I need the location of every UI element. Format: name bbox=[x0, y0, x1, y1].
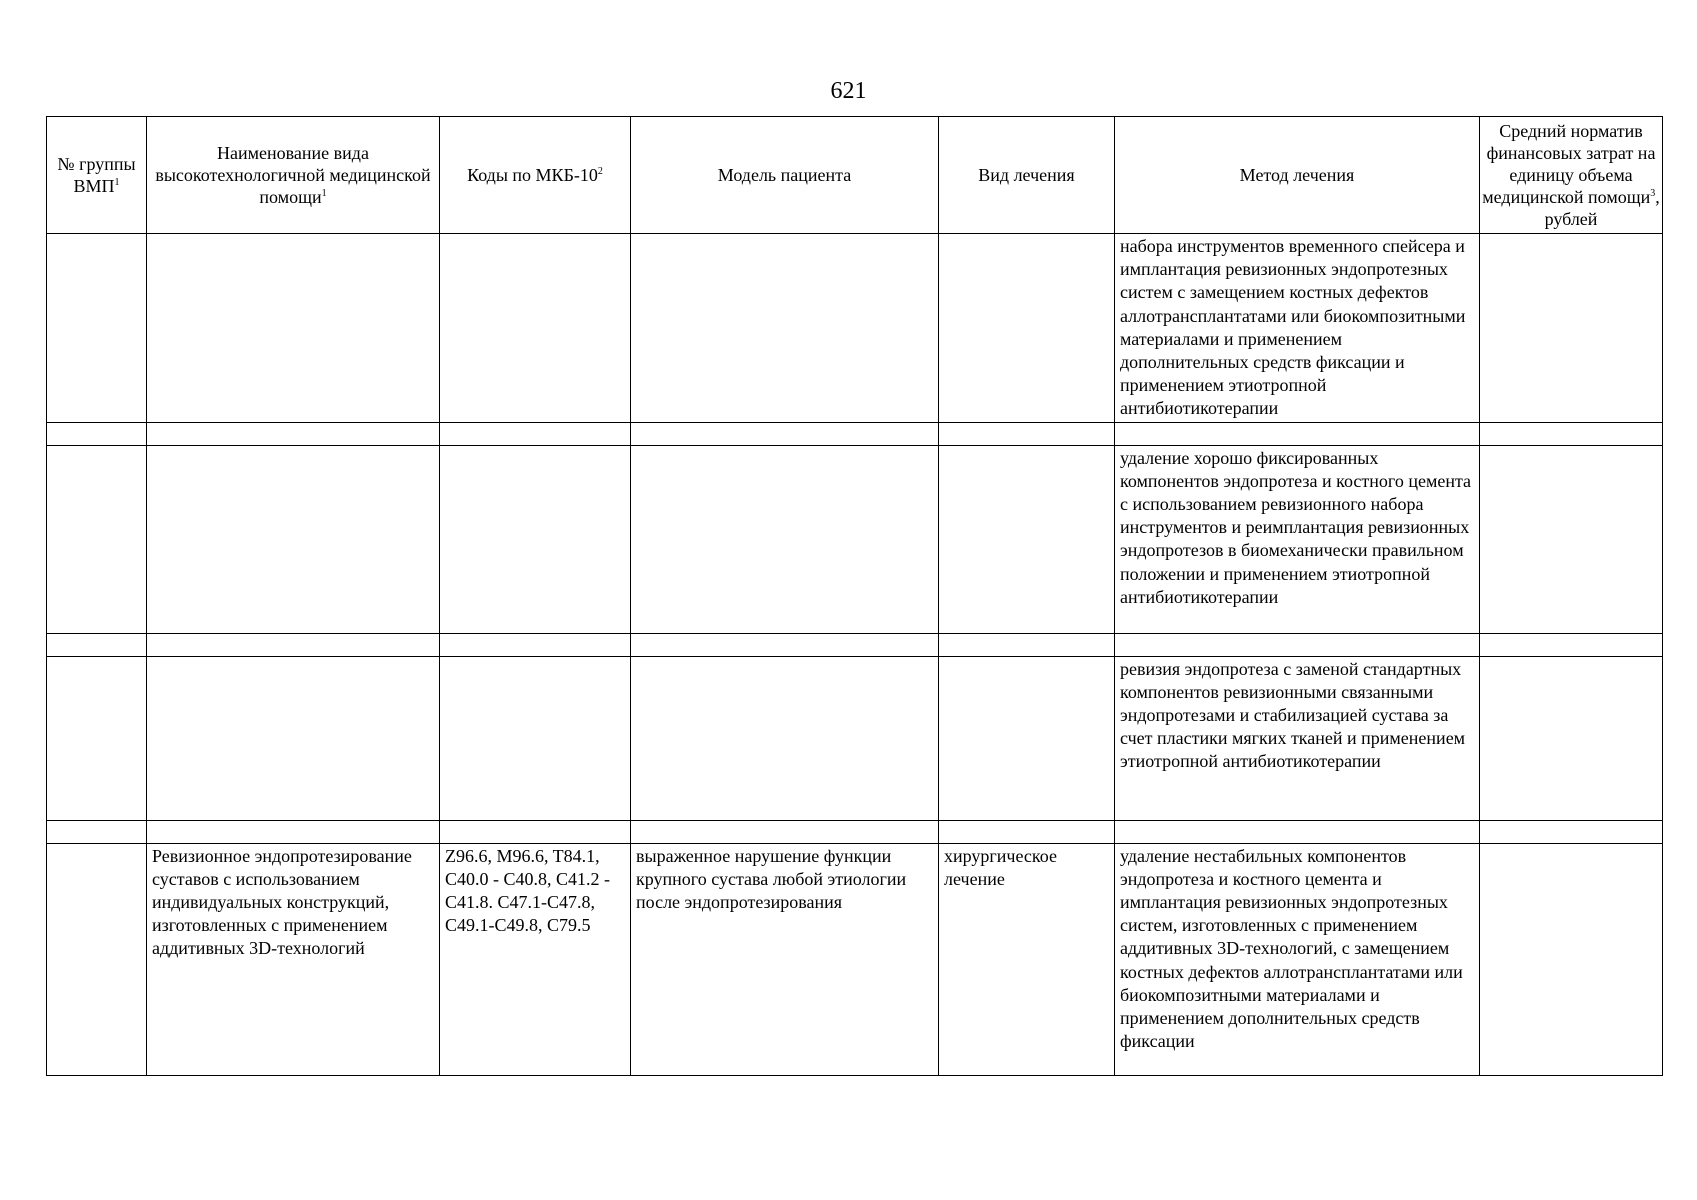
cell-icd-codes bbox=[440, 234, 631, 423]
cell-care-type-name bbox=[147, 633, 440, 656]
table-row-spacer bbox=[47, 633, 1663, 656]
cell-treatment-type bbox=[939, 422, 1115, 445]
cell-treatment-type bbox=[939, 820, 1115, 843]
cell-patient-model bbox=[631, 234, 939, 423]
cell-icd-codes bbox=[440, 820, 631, 843]
cell-patient-model bbox=[631, 633, 939, 656]
cell-patient-model bbox=[631, 656, 939, 820]
cell-treatment-type bbox=[939, 656, 1115, 820]
cell-treatment-method bbox=[1115, 820, 1480, 843]
cell-group-number bbox=[47, 656, 147, 820]
vmp-table bbox=[46, 116, 1663, 1076]
header-treatment-method: Метод лечения bbox=[1115, 117, 1480, 234]
header-care-type-name: Наименование вида высокотехнологичной медицинской помощи$^1$ bbox=[147, 117, 440, 234]
page-number: 621 bbox=[830, 78, 867, 104]
cell-cost-standard bbox=[1480, 656, 1663, 820]
cell-icd-codes bbox=[440, 633, 631, 656]
cell-care-type-name: Ревизионное эндопротезирование суставов с использованием индивидуальных конструкций, изготовленных с применением аддитивных 3D-технологий bbox=[147, 843, 440, 1075]
cell-treatment-method: удаление хорошо фиксированных компонентов эндопротеза и костного цемента с использованием ревизионного набора инструментов и реимплантация ревизионных эндопротезов в биомеханически правильном положении и применением этиотропной антибиотикотерапии bbox=[1115, 445, 1480, 633]
cell-treatment-type: хирургическое лечение bbox=[939, 843, 1115, 1075]
cell-group-number bbox=[47, 422, 147, 445]
cell-treatment-method: ревизия эндопротеза с заменой стандартных компонентов ревизионными связанными эндопротезами и стабилизацией сустава за счет пластики мягких тканей и применением этиотропной антибиотикотерапии bbox=[1115, 656, 1480, 820]
cell-cost-standard bbox=[1480, 445, 1663, 633]
cell-icd-codes bbox=[440, 422, 631, 445]
table-header-row bbox=[47, 117, 1663, 234]
table-row-spacer bbox=[47, 422, 1663, 445]
cell-care-type-name bbox=[147, 422, 440, 445]
table-row bbox=[47, 843, 1663, 1075]
cell-cost-standard bbox=[1480, 234, 1663, 423]
header-treatment-type: Вид лечения bbox=[939, 117, 1115, 234]
cell-patient-model bbox=[631, 445, 939, 633]
cell-patient-model: выраженное нарушение функции крупного сустава любой этиологии после эндопротезирования bbox=[631, 843, 939, 1075]
cell-icd-codes bbox=[440, 445, 631, 633]
cell-treatment-type bbox=[939, 234, 1115, 423]
cell-group-number bbox=[47, 820, 147, 843]
cell-patient-model bbox=[631, 422, 939, 445]
cell-patient-model bbox=[631, 820, 939, 843]
table-row bbox=[47, 234, 1663, 423]
cell-group-number bbox=[47, 234, 147, 423]
header-group-number: № группы ВМП$^1$ bbox=[47, 117, 147, 234]
cell-treatment-method bbox=[1115, 422, 1480, 445]
cell-treatment-method: удаление нестабильных компонентов эндопротеза и костного цемента и имплантация ревизионных эндопротезных систем, изготовленных с применением аддитивных 3D-технологий, с замещением костных дефектов аллотрансплантатами или биокомпозитными материалами и применением дополнительных средств фиксации bbox=[1115, 843, 1480, 1075]
cell-cost-standard bbox=[1480, 422, 1663, 445]
cell-treatment-type bbox=[939, 445, 1115, 633]
table-row bbox=[47, 445, 1663, 633]
cell-group-number bbox=[47, 633, 147, 656]
cell-care-type-name bbox=[147, 656, 440, 820]
cell-treatment-method: набора инструментов временного спейсера и имплантация ревизионных эндопротезных систем с замещением костных дефектов аллотрансплантатами или биокомпозитными материалами и применением дополнительных средств фиксации и применением этиотропной антибиотикотерапии bbox=[1115, 234, 1480, 423]
table-row-spacer bbox=[47, 820, 1663, 843]
cell-group-number bbox=[47, 445, 147, 633]
cell-care-type-name bbox=[147, 445, 440, 633]
cell-cost-standard bbox=[1480, 633, 1663, 656]
header-cost-standard: Средний норматив финансовых затрат на единицу объема медицинской помощи$^3$, рублей bbox=[1480, 117, 1663, 234]
cell-icd-codes: Z96.6, M96.6, T84.1, C40.0 - C40.8, C41.2 - C41.8. C47.1-C47.8, C49.1-C49.8, C79.5 bbox=[440, 843, 631, 1075]
cell-treatment-method bbox=[1115, 633, 1480, 656]
table-row bbox=[47, 656, 1663, 820]
cell-icd-codes bbox=[440, 656, 631, 820]
cell-cost-standard bbox=[1480, 843, 1663, 1075]
cell-care-type-name bbox=[147, 234, 440, 423]
header-patient-model: Модель пациента bbox=[631, 117, 939, 234]
cell-care-type-name bbox=[147, 820, 440, 843]
cell-group-number bbox=[47, 843, 147, 1075]
cell-treatment-type bbox=[939, 633, 1115, 656]
cell-cost-standard bbox=[1480, 820, 1663, 843]
header-icd-codes: Коды по МКБ-$10^2$ bbox=[440, 117, 631, 234]
